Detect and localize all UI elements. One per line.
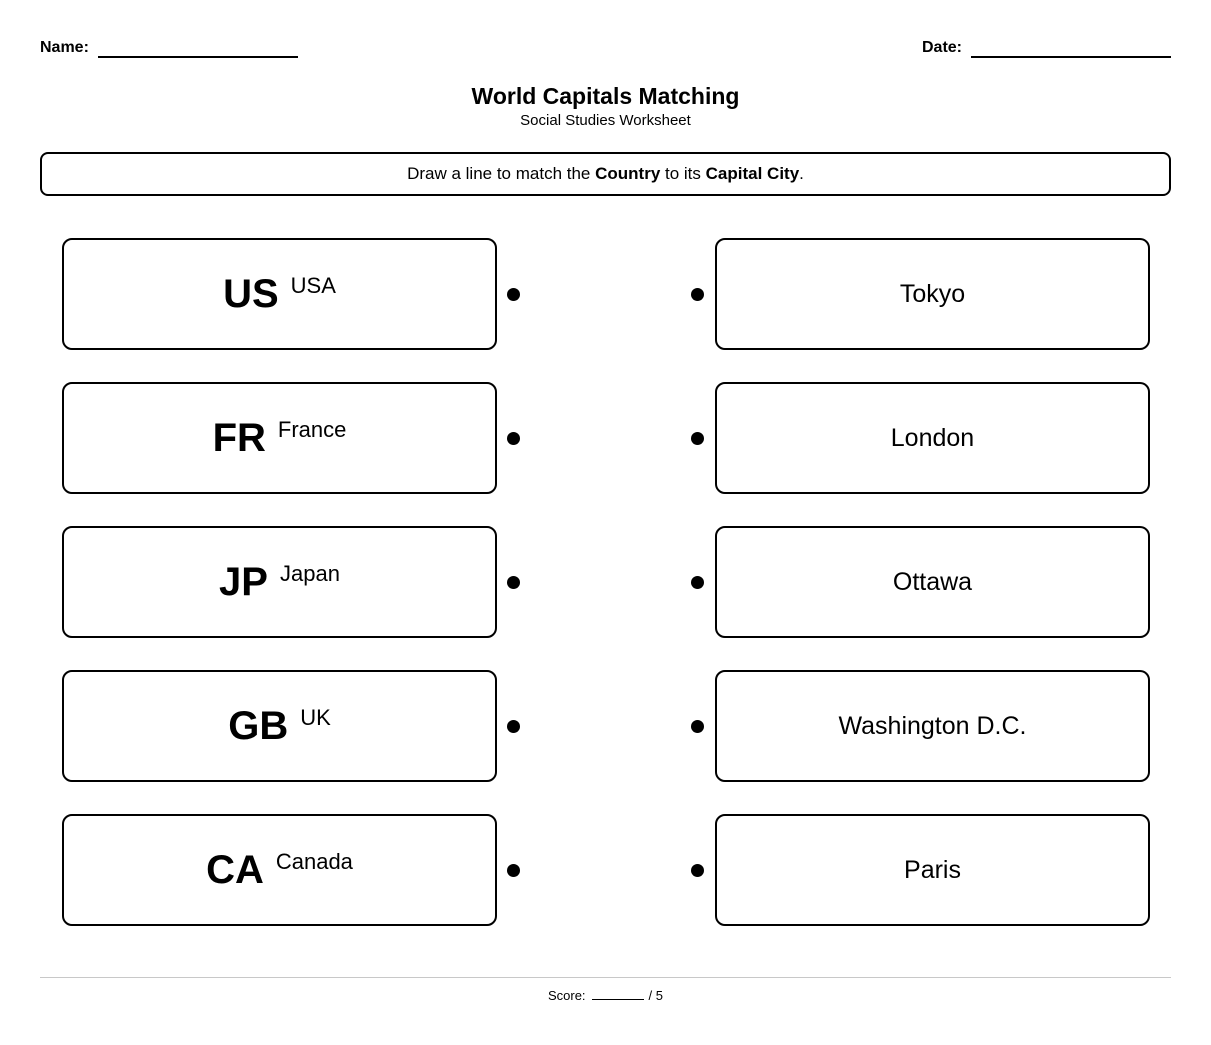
country-dot[interactable]: [507, 720, 520, 733]
flag-code: CA: [206, 848, 264, 892]
country-name-label: Japan: [279, 561, 340, 586]
flag-code: US: [223, 272, 279, 316]
capital-box-washington[interactable]: [715, 670, 1150, 782]
worksheet-header: [0, 0, 1211, 58]
page-subtitle: Social Studies Worksheet: [520, 112, 691, 129]
capital-box-ottawa[interactable]: [715, 526, 1150, 638]
capital-box-london[interactable]: [715, 382, 1150, 494]
country-dot[interactable]: [507, 576, 520, 589]
capital-dot[interactable]: [691, 432, 704, 445]
country-box-usa[interactable]: [62, 238, 497, 350]
date-label: Date:: [921, 39, 962, 56]
matching-area: [0, 238, 1211, 926]
connector: [497, 864, 715, 877]
name-field: [40, 38, 298, 58]
country-name-label: France: [277, 417, 347, 442]
instruction-box: [40, 152, 1171, 196]
score-line: [0, 988, 1211, 1004]
footer-divider: [40, 977, 1171, 978]
match-row: [62, 238, 1150, 350]
capital-box-paris[interactable]: [715, 814, 1150, 926]
country-name-label: USA: [290, 273, 336, 298]
instruction-text: Draw a line to match the: [407, 164, 596, 183]
capital-dot[interactable]: [691, 864, 704, 877]
date-input-line[interactable]: [971, 40, 1171, 58]
name-label: Name:: [40, 39, 89, 56]
capital-dot[interactable]: [691, 720, 704, 733]
instruction-bold-country: Country: [595, 164, 661, 183]
match-row: [62, 526, 1150, 638]
instruction-text: .: [799, 164, 804, 183]
page-title: World Capitals Matching: [471, 83, 740, 109]
country-box-canada[interactable]: [62, 814, 497, 926]
date-field: [922, 38, 1171, 58]
capital-name-label: Washington D.C.: [838, 711, 1027, 740]
country-box-france[interactable]: [62, 382, 497, 494]
connector: [497, 432, 715, 445]
country-name-label: UK: [300, 705, 331, 730]
country-dot[interactable]: [507, 864, 520, 877]
country-box-japan[interactable]: [62, 526, 497, 638]
match-row: [62, 814, 1150, 926]
country-box-uk[interactable]: [62, 670, 497, 782]
match-row: [62, 670, 1150, 782]
flag-code: JP: [219, 560, 268, 604]
score-label: Score:: [547, 988, 586, 1003]
match-row: [62, 382, 1150, 494]
connector: [497, 720, 715, 733]
capital-name-label: Paris: [904, 855, 961, 884]
instruction-text: to its: [660, 164, 706, 183]
capital-dot[interactable]: [691, 288, 704, 301]
instruction-bold-capital: Capital City: [705, 164, 800, 183]
flag-code: FR: [212, 416, 266, 460]
capital-name-label: London: [890, 423, 975, 452]
country-dot[interactable]: [507, 432, 520, 445]
connector: [497, 576, 715, 589]
score-input-line[interactable]: [592, 988, 644, 1000]
capital-name-label: Ottawa: [892, 567, 973, 596]
capital-name-label: Tokyo: [899, 279, 966, 308]
connector: [497, 288, 715, 301]
capital-dot[interactable]: [691, 576, 704, 589]
country-dot[interactable]: [507, 288, 520, 301]
name-input-line[interactable]: [98, 40, 298, 58]
flag-code: GB: [228, 704, 289, 748]
capital-box-tokyo[interactable]: [715, 238, 1150, 350]
score-total: / 5: [648, 988, 664, 1003]
country-name-label: Canada: [275, 849, 353, 874]
